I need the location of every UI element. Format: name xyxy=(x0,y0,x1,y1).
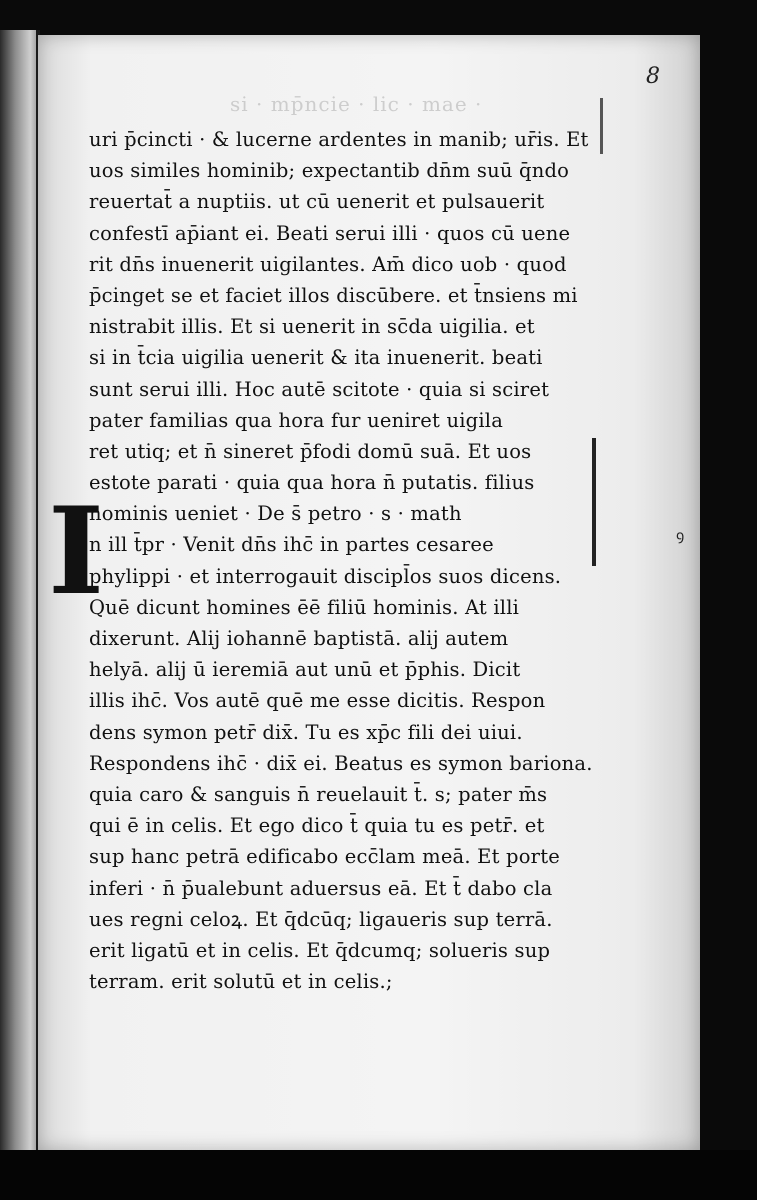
text-line: dens symon petr̄ dix̄. Tu es xp̄c fili dei uiui. xyxy=(89,720,523,744)
text-line: rit dn̄s inuenerit uigilantes. Am̄ dico uob · quod xyxy=(89,252,567,276)
text-line: helyā. alij ū ieremiā aut unū et p̄phis. Dicit xyxy=(89,658,521,682)
text-line: si in t̄cia uigilia uenerit & ita inuenerit. beati xyxy=(89,346,543,370)
text-line: qui ē in celis. Et ego dico t̄ quia tu es petr̄. et xyxy=(89,814,545,838)
text-line: dixerunt. Alij iohannē baptistā. alij autem xyxy=(89,627,509,650)
text-line: Respondens ihc̄ · dix̄ ei. Beatus es symon bariona. xyxy=(89,751,593,775)
folio-number: 8 xyxy=(646,64,660,89)
text-line: Quē dicunt homines ēē filiū hominis. At illi xyxy=(89,595,520,619)
text-line: uos similes hominib; expectantib dn̄m suū q̄ndo xyxy=(89,159,570,183)
text-line: ret utiq; et n̄ sineret p̄fodi domū suā. Et uos xyxy=(89,439,532,463)
text-line: phylippi · et interrogauit discipl̄os suos dicens. xyxy=(89,564,562,588)
text-line: confestī ap̄iant ei. Beati serui illi · quos cū uene xyxy=(89,221,571,245)
text-line: erit ligatū et in celis. Et q̄dcumq; solueris sup xyxy=(89,938,551,962)
text-line: quia caro & sanguis n̄ reuelauit t̄. s; pater m̄s xyxy=(89,782,548,806)
text-line: hominis ueniet · De s̄ petro · s · math xyxy=(89,502,462,526)
text-line: sup hanc petrā edificabo ecc̄lam meā. Et porte xyxy=(89,845,560,869)
margin-note: ꝯ xyxy=(676,528,685,544)
text-line: terram. erit solutū et in celis.; xyxy=(89,970,393,994)
text-line: nistrabit illis. Et si uenerit in sc̄da uigilia. et xyxy=(89,315,535,339)
text-line: pater familias qua hora fur ueniret uigila xyxy=(89,408,504,432)
text-line: inferi · n̄ p̄ualebunt aduersus eā. Et t̄ dabo cla xyxy=(89,876,553,900)
text-line: estote parati · quia qua hora n̄ putatis. filius xyxy=(89,471,535,495)
decorated-initial: I xyxy=(48,481,105,622)
scan-border xyxy=(0,1150,757,1200)
text-line: uri p̄cincti · & lucerne ardentes in manib; ur̄is. Et xyxy=(89,128,589,151)
facing-page-edge xyxy=(0,30,38,1150)
text-line: reuertat̄ a nuptiis. ut cū uenerit et pulsauerit xyxy=(89,190,545,214)
text-line: sunt serui illi. Hoc autē scitote · quia si sciret xyxy=(89,377,550,401)
text-line: ues regni celoꝝ. Et q̄dcūq; ligaueris sup terrā. xyxy=(89,907,553,931)
manuscript-text-block xyxy=(89,124,609,997)
text-line: p̄cinget se et faciet illos discūbere. et t̄nsiens mi xyxy=(89,283,578,307)
show-through-text: si · mp̄ncie · lic · mae · xyxy=(230,92,483,116)
text-line: n ill t̄pr · Venit dn̄s ihc̄ in partes cesaree xyxy=(89,533,494,557)
text-line: illis ihc̄. Vos autē quē me esse dicitis. Respon xyxy=(89,689,546,713)
